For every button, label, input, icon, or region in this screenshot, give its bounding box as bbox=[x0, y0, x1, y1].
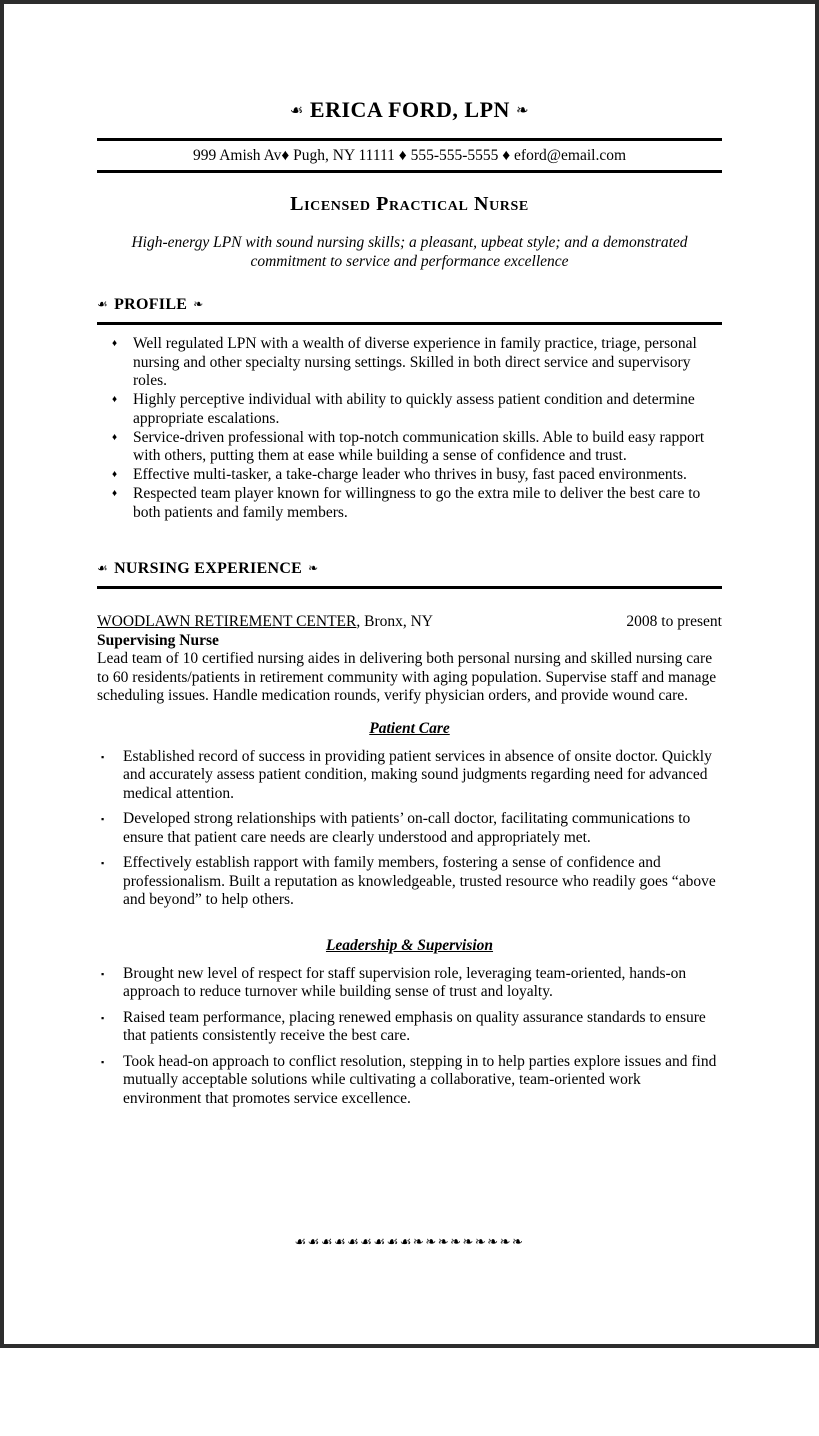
bullet-text: Respected team player known for willingness to go the extra mile to deliver the best care to both patients and family members. bbox=[133, 485, 701, 521]
section-heading-label: PROFILE bbox=[114, 296, 188, 313]
list-item bbox=[97, 335, 722, 391]
bullet-text: Effective multi-tasker, a take-charge leader who thrives in busy, fast paced environments. bbox=[133, 466, 687, 483]
employer-line bbox=[97, 612, 433, 631]
square-bullet-icon: Effectively establish rapport with family members, fostering a sense of confidence and professionalism. Built a reputation as knowledgeable, trusted resource who readily goes “above and beyond” to help others. bbox=[123, 854, 716, 908]
list-item bbox=[97, 391, 722, 428]
left-fleuron-icon: ☙ bbox=[289, 101, 304, 119]
job-title: Supervising Nurse bbox=[97, 632, 219, 649]
list-item bbox=[97, 466, 722, 485]
bullet-text: Brought new level of respect for staff supervision role, leveraging team-oriented, hands-on approach to reduce turnover while building sense of trust and loyalty. bbox=[123, 964, 687, 1000]
diamond-bullet-icon: ♦ bbox=[112, 394, 118, 405]
list-item bbox=[97, 748, 722, 804]
bullet-text: Service-driven professional with top-notch communication skills. Able to build easy rapport with others, putting them at ease while building a sense of confidence and trust. bbox=[133, 428, 705, 464]
document-title: Licensed Practical Nurse bbox=[290, 193, 529, 215]
bullet-text: Well regulated LPN with a wealth of diverse experience in family practice, triage, personal nursing and other specialty nursing settings. Skilled in both direct service and supervisory roles. bbox=[133, 335, 697, 389]
diamond-bullet-icon: ♦ bbox=[112, 488, 118, 499]
contact-line: 999 Amish Av♦ Pugh, NY 11111 ♦ 555-555-5555 ♦ eford@email.com bbox=[192, 147, 627, 164]
diamond-bullet-icon: ♦ bbox=[112, 431, 118, 443]
bullet-text: Highly perceptive individual with ability to quickly assess patient condition and determine appropriate escalations. bbox=[133, 391, 695, 427]
list-item bbox=[97, 429, 722, 466]
square-bullet-icon: ▪ bbox=[101, 858, 105, 868]
patient-care-bullet-list bbox=[97, 748, 722, 910]
list-item bbox=[97, 485, 722, 522]
horizontal-rule bbox=[97, 322, 722, 325]
resume-name-heading bbox=[97, 96, 722, 126]
profile-bullet-list bbox=[97, 335, 722, 522]
experience-section bbox=[97, 560, 722, 1108]
employer-name: WOODLAWN RETIREMENT CENTER bbox=[97, 613, 357, 630]
square-bullet-icon: ▪ bbox=[101, 814, 105, 824]
employment-dates: 2008 to present bbox=[626, 613, 722, 630]
left-fleuron-icon: ☙ bbox=[97, 297, 109, 311]
horizontal-rule bbox=[97, 586, 722, 589]
profile-section-heading bbox=[97, 296, 722, 314]
bullet-text: Took head-on approach to conflict resolution, stepping in to help parties explore issues and find mutually acceptable solutions while cultivating a collaborative, team-oriented work environment that promotes service excellence. bbox=[123, 1052, 717, 1107]
right-fleuron-icon: ❧ bbox=[193, 297, 204, 311]
list-item bbox=[97, 1053, 722, 1109]
diamond-bullet-icon: ♦ bbox=[112, 469, 118, 480]
experience-section-heading bbox=[97, 560, 722, 578]
footer-ornament-row: ☙☙☙☙☙☙☙☙☙❧❧❧❧❧❧❧❧❧ bbox=[294, 1235, 525, 1250]
bullet-text: Developed strong relationships with patients’ on-call doctor, facilitating communications to ensure that patient care needs are clearly understood and appropriately met. bbox=[123, 810, 691, 846]
subsection-heading-patient-care: Patient Care bbox=[369, 719, 450, 737]
resume-name: ERICA FORD, LPN bbox=[309, 97, 510, 122]
right-fleuron-icon: ❧ bbox=[515, 101, 530, 119]
list-item bbox=[97, 1009, 722, 1046]
square-bullet-icon: ▪ bbox=[101, 1012, 105, 1023]
section-heading-label: NURSING EXPERIENCE bbox=[114, 560, 303, 577]
list-item bbox=[97, 854, 722, 910]
bullet-text: Established record of success in providing patient services in absence of onsite doctor. Quickly and accurately assess patient condition, making sound judgments regarding need for advanced medical attention. bbox=[123, 747, 712, 802]
bullet-text: Raised team performance, placing renewed emphasis on quality assurance standards to ensure that patients consistently receive the best care. bbox=[123, 1008, 706, 1044]
square-bullet-icon: ▪ bbox=[101, 1056, 105, 1067]
square-bullet-icon: ▪ bbox=[101, 968, 105, 979]
left-fleuron-icon: ☙ bbox=[97, 561, 109, 575]
right-fleuron-icon: ❧ bbox=[308, 561, 319, 575]
job-header-row bbox=[97, 612, 722, 631]
square-bullet-icon: ▪ bbox=[101, 751, 105, 762]
resume-page bbox=[4, 96, 815, 1436]
horizontal-rule bbox=[97, 170, 722, 173]
employer-location: , Bronx, NY bbox=[356, 613, 433, 630]
list-item bbox=[97, 965, 722, 1002]
list-item bbox=[97, 810, 722, 847]
leadership-bullet-list bbox=[97, 965, 722, 1109]
tagline: High-energy LPN with sound nursing skills; a pleasant, upbeat style; and a demonstrated commitment to service and performance excellence bbox=[131, 234, 688, 270]
job-summary: Lead team of 10 certified nursing aides in delivering both personal nursing and skilled nursing care to 60 residents/patients in retirement community with aging population. Supervise staff and manage scheduling issues. Handle medication rounds, verify physician orders, and provide wound care. bbox=[97, 650, 717, 704]
diamond-bullet-icon: ♦ bbox=[112, 338, 118, 349]
profile-section bbox=[97, 296, 722, 522]
subsection-heading-leadership: Leadership & Supervision bbox=[325, 936, 494, 954]
